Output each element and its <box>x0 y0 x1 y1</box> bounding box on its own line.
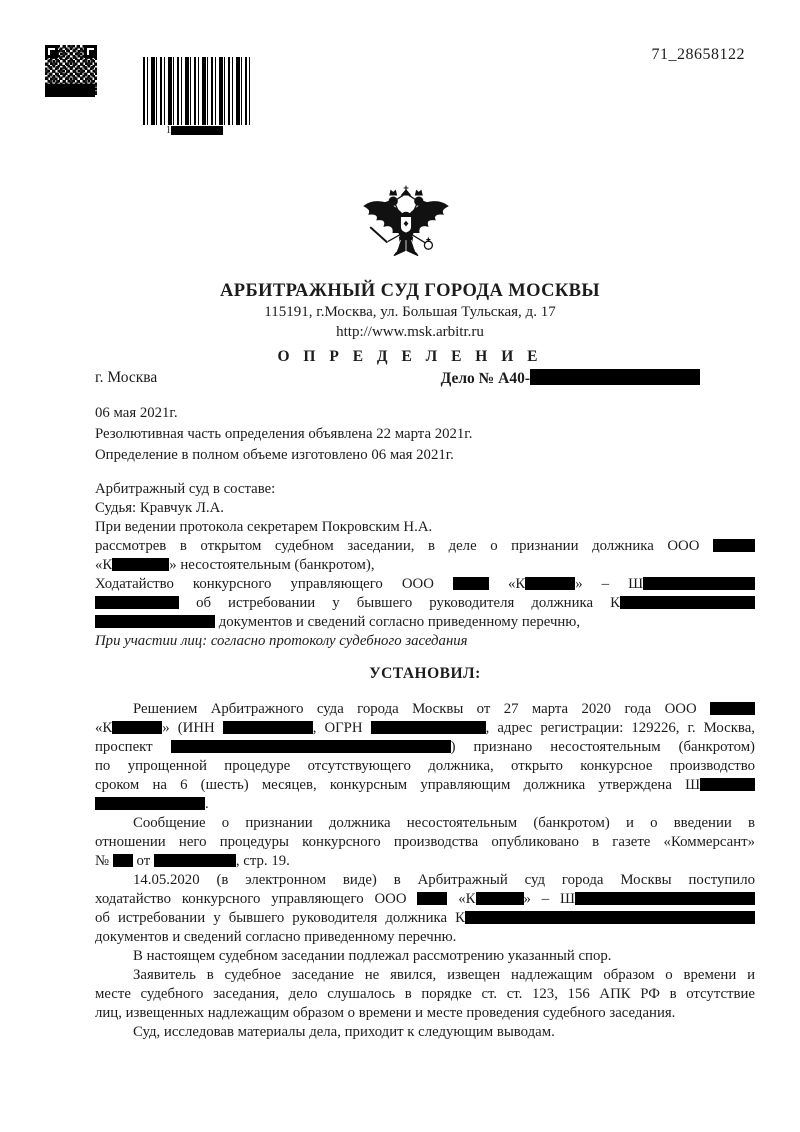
text-line <box>95 518 755 537</box>
text-line <box>95 632 755 651</box>
qr-finder-icon <box>45 45 58 58</box>
document-number: 71_28658122 <box>651 46 745 63</box>
redaction-bar <box>710 702 755 715</box>
text-line <box>95 947 755 966</box>
text-run: Сообщение о признании должника несостоятельным (банкротом) и о введении в <box>133 815 755 831</box>
text-run: «К <box>95 720 113 736</box>
text-line <box>95 403 755 424</box>
text-line <box>95 424 755 445</box>
redaction-bar <box>620 596 755 609</box>
barcode <box>143 57 251 125</box>
text-line <box>95 1023 755 1042</box>
redaction-bar <box>713 539 755 552</box>
text-run: об истребовании у бывшего руководителя должника К <box>95 910 465 926</box>
text-run: » – Ш <box>575 576 644 592</box>
redaction-bar <box>223 721 313 734</box>
text-line <box>95 537 755 556</box>
redaction-bar <box>453 577 489 590</box>
text-line <box>95 890 755 909</box>
text-run: Определение в полном объеме изготовлено 06 мая 2021г. <box>95 447 454 463</box>
text-run: проспект <box>95 739 171 755</box>
text-line <box>95 445 755 466</box>
text-run: , стр. 19. <box>235 853 290 869</box>
text-run: 14.05.2020 (в электронном виде) в Арбитражный суд города Москвы поступило <box>133 872 755 888</box>
text-run: «К <box>488 576 526 592</box>
text-run: документов и сведений согласно приведенному перечню, <box>215 614 581 630</box>
qr-finder-icon <box>84 45 97 58</box>
text-line <box>95 757 755 776</box>
case-number <box>441 369 700 388</box>
coat-of-arms-emblem <box>358 184 454 276</box>
text-run: , ОГРН <box>312 720 371 736</box>
text-run: 06 мая 2021г. <box>95 405 178 421</box>
text-run: «К <box>95 557 113 573</box>
text-run: Арбитражный суд в составе: <box>95 481 276 497</box>
text-run: по упрощенной процедуре отсутствующего должника, открыто конкурсное производство <box>95 758 755 774</box>
redaction-bar <box>171 126 223 135</box>
redaction-bar <box>530 369 700 385</box>
text-run: лиц, извещенных надлежащим образом о времени и месте проведения судебного заседания. <box>95 1005 676 1021</box>
document-type-title: О П Р Е Д Е Л Е Н И Е <box>277 348 543 365</box>
text-line <box>95 928 755 947</box>
barcode-number-prefix: 1 <box>166 125 171 136</box>
redaction-bar <box>112 721 162 734</box>
redaction-bar <box>371 721 486 734</box>
text-run: При участии лиц: согласно протоколу судебного заседания <box>95 633 468 649</box>
text-line <box>95 700 755 719</box>
text-run: Заявитель в судебное заседание не явился, извещен надлежащим образом о времени и <box>133 967 755 983</box>
text-run: В настоящем судебном заседании подлежал рассмотрению указанный спор. <box>133 948 612 964</box>
court-name: АРБИТРАЖНЫЙ СУД ГОРОДА МОСКВЫ <box>220 281 600 301</box>
text-line <box>95 499 755 518</box>
text-line <box>95 738 755 757</box>
redaction-bar <box>525 577 575 590</box>
text-run: ) признано несостоятельным (банкротом) <box>450 739 755 755</box>
text-run: » (ИНН <box>162 720 223 736</box>
text-line <box>95 556 755 575</box>
redaction-bar <box>643 577 755 590</box>
text-line <box>95 575 755 594</box>
redaction-bar <box>465 911 755 924</box>
text-run: ходатайство конкурсного управляющего ООО <box>95 891 418 907</box>
text-run: документов и сведений согласно приведенному перечню. <box>95 929 457 945</box>
barcode-number <box>166 126 223 136</box>
redaction-bar <box>476 892 524 905</box>
text-line <box>95 795 755 814</box>
redaction-bar <box>171 740 451 753</box>
redaction-bar <box>575 892 755 905</box>
text-line <box>95 814 755 833</box>
redaction-bar <box>113 854 133 867</box>
qr-code <box>45 45 97 97</box>
text-run: . <box>205 796 209 812</box>
text-line <box>95 909 755 928</box>
text-run: «К <box>447 891 476 907</box>
text-line <box>95 594 755 613</box>
text-run: При ведении протокола секретарем Покровским Н.А. <box>95 519 433 535</box>
ruling-heading: УСТАНОВИЛ: <box>369 665 481 682</box>
text-run: Судья: Кравчук Л.А. <box>95 500 224 516</box>
qr-redaction-bar <box>45 84 95 97</box>
text-line <box>95 871 755 890</box>
text-line <box>95 776 755 795</box>
text-run: месте судебного заседания, дело слушалось в порядке ст. ст. 123, 156 АПК РФ в отсутствие <box>95 986 755 1002</box>
text-line <box>95 1004 755 1023</box>
redaction-bar <box>95 797 205 810</box>
text-line <box>95 985 755 1004</box>
text-line <box>95 852 755 871</box>
redaction-bar <box>154 854 236 867</box>
redaction-bar <box>417 892 447 905</box>
text-line <box>95 480 755 499</box>
text-run: » – Ш <box>523 891 575 907</box>
text-run: № <box>95 853 113 869</box>
text-run: Суд, исследовав материалы дела, приходит к следующим выводам. <box>133 1024 555 1040</box>
court-address: 115191, г.Москва, ул. Большая Тульская, д. 17 <box>264 304 556 320</box>
text-run: Резолютивная часть определения объявлена 22 марта 2021г. <box>95 426 473 442</box>
redaction-bar <box>95 615 215 628</box>
text-line <box>95 966 755 985</box>
composition-block <box>95 480 755 651</box>
text-line <box>95 833 755 852</box>
city-label: г. Москва <box>95 369 158 386</box>
text-line <box>95 719 755 738</box>
redaction-bar <box>112 558 169 571</box>
text-line <box>95 613 755 632</box>
text-run: об истребовании у бывшего руководителя должника К <box>179 595 620 611</box>
text-run: » несостоятельным (банкротом), <box>169 557 375 573</box>
text-run: Дело № А40- <box>440 370 530 387</box>
text-run: сроком на 6 (шесть) месяцев, конкурсным управляющим должника утверждена Ш <box>95 777 700 793</box>
redaction-bar <box>95 596 179 609</box>
text-run: Решением Арбитражного суда города Москвы от 27 марта 2020 года ООО <box>133 701 710 717</box>
court-website-url: http://www.msk.arbitr.ru <box>336 324 484 340</box>
dates-block <box>95 403 755 466</box>
text-run: отношении него процедуры конкурсного производства опубликовано в газете «Коммерсант» <box>95 834 755 850</box>
text-run: рассмотрев в открытом судебном заседании, в деле о признании должника ООО <box>95 538 713 554</box>
text-line <box>441 369 700 388</box>
text-run: , адрес регистрации: 129226, г. Москва, <box>485 720 755 736</box>
text-run: Ходатайство конкурсного управляющего ООО <box>95 576 453 592</box>
text-run: от <box>132 853 154 869</box>
document-body <box>95 700 755 1042</box>
redaction-bar <box>700 778 755 791</box>
